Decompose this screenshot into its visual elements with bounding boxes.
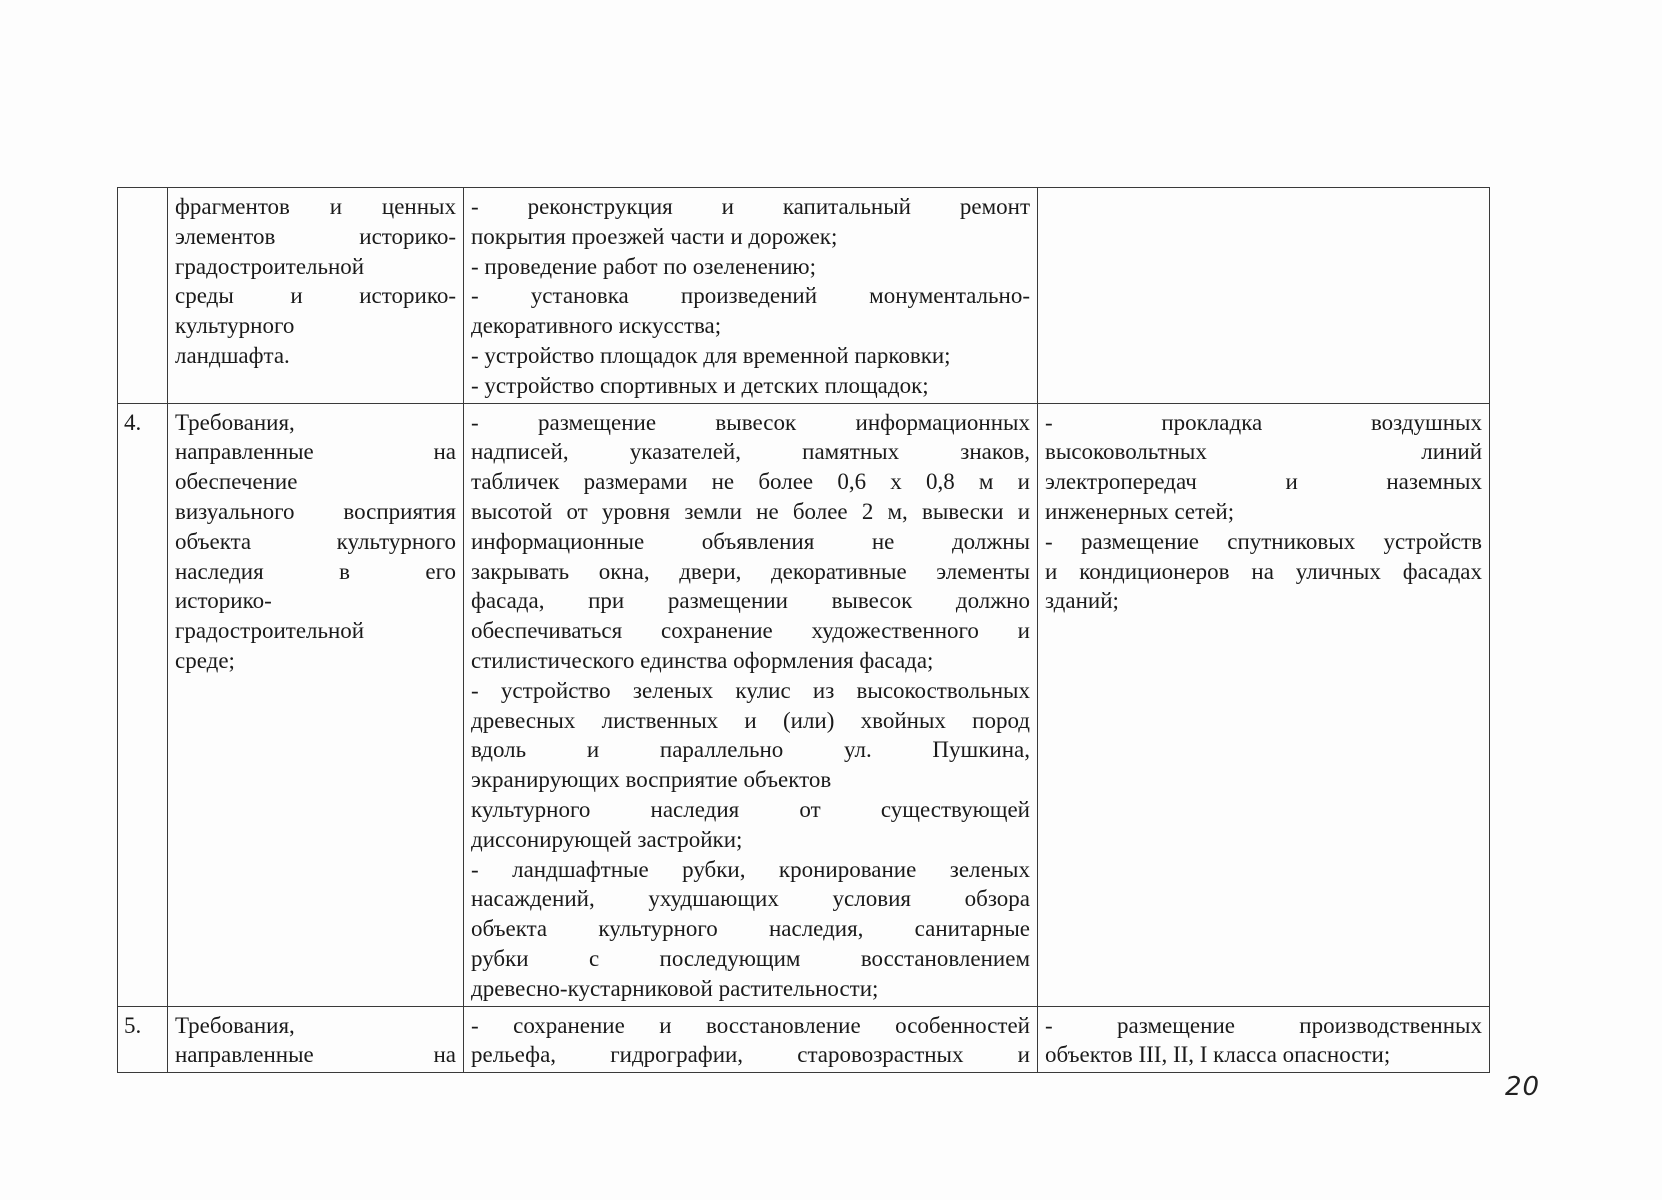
cell-text-line: вдоль и параллельно ул. Пушкина, — [471, 737, 1030, 763]
cell-text-line: закрывать окна, двери, декоративные элементы — [471, 558, 1030, 584]
cell-text-line: - размещение вывесок информационных — [471, 409, 1030, 435]
requirements-table — [117, 187, 1490, 1073]
cell-text-line: - установка произведений монументально- — [471, 283, 1030, 309]
cell-text-line: объекта культурного наследия, санитарные — [471, 916, 1030, 942]
cell-text-line: информационные объявления не должны — [471, 528, 1030, 554]
cell-text-line: - размещение спутниковых устройств — [1045, 528, 1482, 554]
allowed-works-cell — [464, 1006, 1038, 1073]
cell-text-line: диссонирующей застройки; — [471, 826, 743, 852]
cell-text-line: ландшафта. — [175, 342, 290, 368]
prohibited-works-cell — [1038, 403, 1490, 1006]
cell-text-line: древесных лиственных и (или) хвойных пород — [471, 707, 1030, 733]
cell-text-line: фрагментов и ценных — [175, 194, 456, 219]
cell-text-line: рубки с последующим восстановлением — [471, 945, 1030, 971]
cell-text-line: направленные на — [175, 1042, 456, 1068]
cell-text-line: обеспечиваться сохранение художественного и — [471, 618, 1030, 644]
cell-text-line: высотой от уровня земли не более 2 м, вывески и — [471, 498, 1030, 524]
prohibited-works-cell — [1038, 1006, 1490, 1073]
allowed-works-cell — [464, 403, 1038, 1006]
requirement-cell — [168, 188, 464, 404]
cell-text-line: элементов историко- — [175, 223, 456, 249]
row-number-cell: 5. — [118, 1006, 168, 1073]
cell-text-line: объектов III, II, I класса опасности; — [1045, 1042, 1391, 1068]
cell-text-line: экранирующих восприятие объектов — [471, 767, 832, 793]
cell-text-line: наследия в его — [175, 558, 456, 584]
cell-text-line: градостроительной — [175, 618, 365, 644]
cell-text-line: градостроительной — [175, 253, 365, 279]
cell-text-line: - устройство площадок для временной парковки; — [471, 342, 951, 368]
cell-text-line: - размещение производственных — [1045, 1012, 1482, 1038]
cell-text-line: культурного наследия от существующей — [471, 796, 1030, 822]
table-row — [118, 403, 1490, 1006]
page-number: 20 — [1505, 1072, 1541, 1102]
cell-text-line: декоративного искусства; — [471, 313, 722, 339]
allowed-works-cell — [464, 188, 1038, 404]
cell-text-line: надписей, указателей, памятных знаков, — [471, 439, 1030, 465]
table-row — [118, 188, 1490, 404]
row-number-cell: 4. — [118, 403, 168, 1006]
cell-text-line: - проведение работ по озеленению; — [471, 253, 816, 279]
cell-text-line: среде; — [175, 647, 235, 673]
cell-text-line: визуального восприятия — [175, 498, 456, 524]
cell-text-line: историко- — [175, 588, 272, 614]
cell-text-line: - устройство спортивных и детских площадок; — [471, 372, 929, 398]
cell-text-line: зданий; — [1045, 588, 1119, 614]
cell-text-line: Требования, — [175, 1012, 295, 1038]
cell-text-line: среды и историко- — [175, 283, 456, 309]
requirement-cell — [168, 1006, 464, 1073]
cell-text-line: покрытия проезжей части и дорожек; — [471, 223, 838, 249]
cell-text-line: древесно-кустарниковой растительности; — [471, 975, 879, 1001]
cell-text-line: высоковольтных линий — [1045, 439, 1482, 465]
cell-text-line: - сохранение и восстановление особенностей — [471, 1012, 1030, 1038]
cell-text-line: фасада, при размещении вывесок должно — [471, 588, 1030, 614]
cell-text-line: - реконструкция и капитальный ремонт — [471, 194, 1030, 219]
cell-text-line: Требования, — [175, 409, 295, 435]
prohibited-works-cell — [1038, 188, 1490, 404]
requirement-cell — [168, 403, 464, 1006]
cell-text-line: - ландшафтные рубки, кронирование зеленых — [471, 856, 1030, 882]
cell-text-line: направленные на — [175, 439, 456, 465]
cell-text-line: стилистического единства оформления фасада; — [471, 647, 934, 673]
cell-text-line: инженерных сетей; — [1045, 498, 1235, 524]
table-row — [118, 1006, 1490, 1073]
cell-text-line: табличек размерами не более 0,6 х 0,8 м и — [471, 469, 1030, 495]
cell-text-line: и кондиционеров на уличных фасадах — [1045, 558, 1482, 584]
cell-text-line: - устройство зеленых кулис из высокоствольных — [471, 677, 1030, 703]
cell-text-line: обеспечение — [175, 469, 298, 495]
row-number-cell — [118, 188, 168, 404]
cell-text-line: объекта культурного — [175, 528, 456, 554]
cell-text-line: культурного — [175, 313, 295, 339]
cell-text-line: рельефа, гидрографии, старовозрастных и — [471, 1042, 1030, 1068]
cell-text-line: насаждений, ухудшающих условия обзора — [471, 886, 1030, 912]
cell-text-line: - прокладка воздушных — [1045, 409, 1482, 435]
cell-text-line: электропередач и наземных — [1045, 469, 1482, 495]
